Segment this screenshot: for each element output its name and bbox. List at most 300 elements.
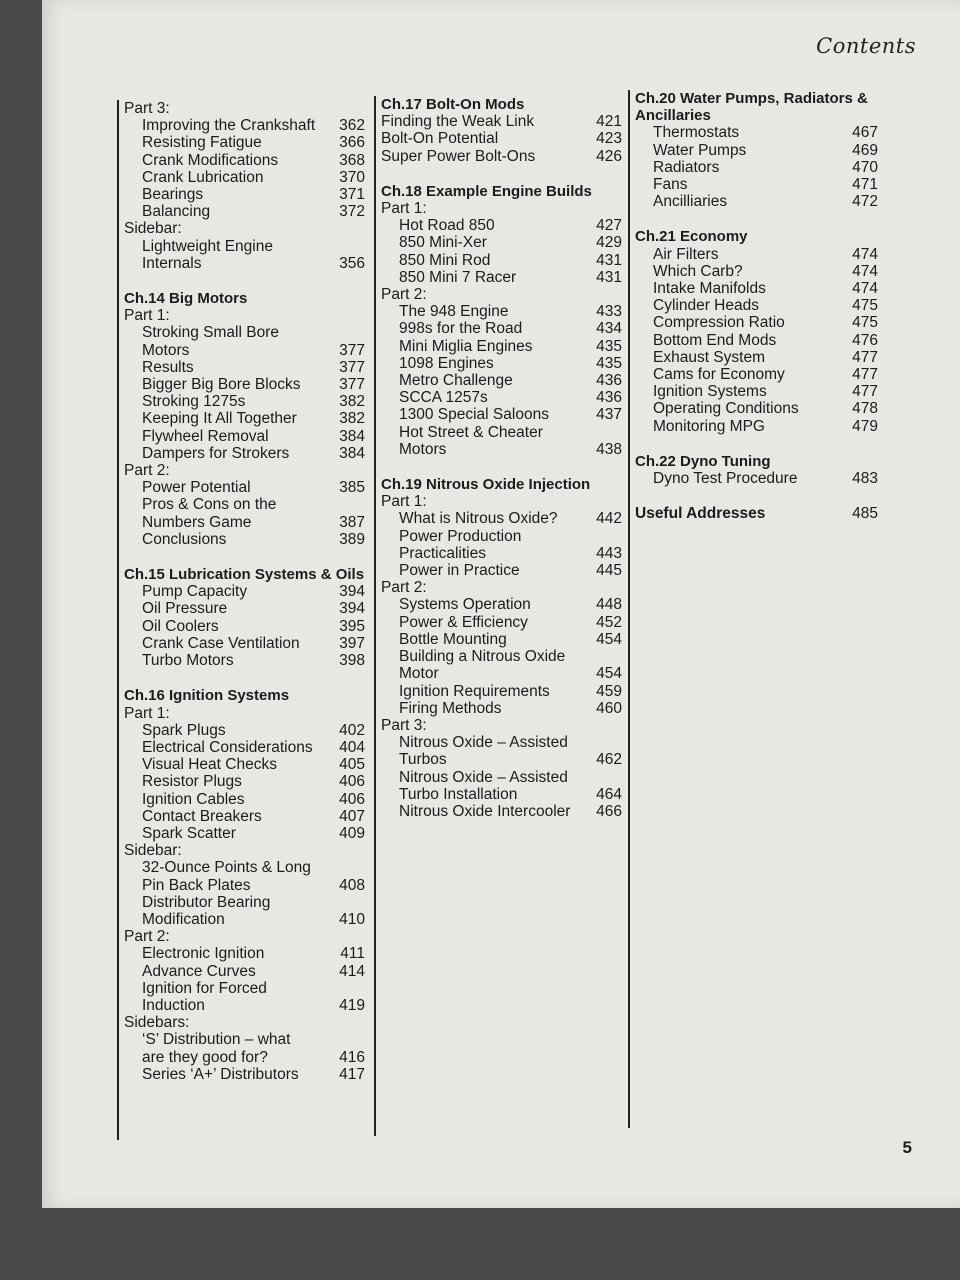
toc-entry	[381, 320, 622, 337]
toc-chapter	[124, 100, 365, 272]
entry-title: Ignition for Forced	[142, 979, 267, 997]
entry-title: Power Potential	[142, 479, 251, 497]
toc-entry	[124, 997, 365, 1014]
toc-column-3	[628, 90, 882, 1128]
toc-entry	[124, 514, 365, 531]
toc-chapter	[124, 290, 365, 548]
entry-title: Practicalities	[399, 544, 486, 562]
entry-page-number: 470	[852, 158, 878, 176]
entry-title: Power in Practice	[399, 562, 520, 580]
entry-title: Crank Case Ventilation	[142, 634, 300, 652]
toc-entry	[124, 652, 365, 669]
entry-title: Dyno Test Procedure	[653, 470, 798, 488]
entry-title: Contact Breakers	[142, 807, 262, 825]
toc-entry	[381, 441, 622, 458]
entry-page-number: 454	[596, 665, 622, 683]
entry-title: Nitrous Oxide Intercooler	[399, 802, 571, 820]
toc-entry	[124, 169, 365, 186]
entry-title: 32-Ounce Points & Long	[142, 859, 311, 877]
entry-page-number: 436	[596, 389, 622, 407]
entry-title: 850 Mini-Xer	[399, 234, 487, 252]
entry-page-number: 477	[852, 366, 878, 384]
entry-title: 998s for the Road	[399, 320, 523, 338]
toc-entry	[381, 130, 622, 147]
entry-title: 1098 Engines	[399, 354, 494, 372]
toc-entry	[635, 470, 878, 487]
entry-page-number: 382	[339, 410, 365, 428]
chapter-title: Ch.18 Example Engine Builds	[381, 182, 592, 200]
toc-entry	[381, 700, 622, 717]
toc-chapter	[124, 566, 365, 669]
entry-title: Operating Conditions	[653, 400, 799, 418]
toc-entry	[635, 263, 878, 280]
entry-title: Flywheel Removal	[142, 427, 269, 445]
entry-title: Bearings	[142, 186, 204, 204]
entry-title: Ignition Requirements	[399, 682, 550, 700]
toc-entry	[124, 945, 365, 962]
entry-page-number: 426	[596, 147, 622, 165]
toc-part-label	[124, 928, 365, 945]
toc-chapter	[381, 96, 622, 165]
toc-entry	[124, 911, 365, 928]
toc-entry	[635, 246, 878, 263]
toc-entry	[381, 665, 622, 682]
toc-entry	[124, 963, 365, 980]
entry-title: Advance Curves	[142, 962, 256, 980]
entry-title: Oil Pressure	[142, 600, 228, 618]
toc-entry	[381, 528, 622, 545]
toc-part-label	[124, 100, 365, 117]
entry-title: Crank Lubrication	[142, 168, 264, 186]
toc-entry	[124, 773, 365, 790]
entry-title: Part 2:	[124, 928, 170, 946]
entry-title: Fans	[653, 176, 688, 194]
chapter-title: Ch.17 Bolt-On Mods	[381, 96, 525, 113]
entry-title: Electronic Ignition	[142, 945, 265, 963]
toc-chapter	[381, 476, 622, 820]
entry-title: Nitrous Oxide – Assisted	[399, 768, 568, 786]
entry-title: Building a Nitrous Oxide	[399, 648, 566, 666]
toc-entry	[635, 418, 878, 435]
toc-part-label	[381, 717, 622, 734]
toc-entry	[381, 614, 622, 631]
toc-entry	[381, 596, 622, 613]
entry-page-number: 385	[339, 479, 365, 497]
toc-entry	[124, 877, 365, 894]
entry-page-number: 394	[339, 600, 365, 618]
chapter-title: Ch.22 Dyno Tuning	[635, 452, 771, 470]
toc-entry	[124, 739, 365, 756]
toc-entry	[124, 618, 365, 635]
entry-title: Ancilliaries	[653, 193, 728, 211]
toc-entry	[381, 803, 622, 820]
entry-page-number: 476	[852, 331, 878, 349]
toc-entry	[381, 545, 622, 562]
entry-title: Resisting Fatigue	[142, 134, 262, 152]
entry-title: Cams for Economy	[653, 366, 785, 384]
toc-part-label	[381, 286, 622, 303]
toc-entry	[124, 238, 365, 255]
toc-entry	[124, 445, 365, 462]
toc-entry	[381, 562, 622, 579]
entry-title: Keeping It All Together	[142, 410, 297, 428]
entry-page-number: 405	[339, 756, 365, 774]
entry-page-number: 410	[339, 910, 365, 928]
entry-title: Water Pumps	[653, 141, 747, 159]
entry-title: Part 3:	[124, 100, 170, 117]
toc-entry	[635, 280, 878, 297]
entry-page-number: 464	[596, 785, 622, 803]
entry-title: Pros & Cons on the	[142, 496, 277, 514]
toc-entry	[381, 786, 622, 803]
toc-entry	[124, 583, 365, 600]
entry-title: Systems Operation	[399, 596, 531, 614]
entry-title: What is Nitrous Oxide?	[399, 510, 558, 528]
entry-page-number: 377	[339, 376, 365, 394]
entry-title: Oil Coolers	[142, 617, 219, 635]
entry-title: Bottle Mounting	[399, 630, 507, 648]
toc-part-label	[124, 307, 365, 324]
toc-chapter	[635, 228, 878, 434]
entry-page-number: 421	[596, 113, 622, 131]
entry-page-number: 377	[339, 358, 365, 376]
toc-entry	[635, 349, 878, 366]
entry-title: Results	[142, 358, 194, 376]
toc-entry	[124, 635, 365, 652]
entry-page-number: 372	[339, 203, 365, 221]
toc-entry	[124, 376, 365, 393]
toc-entry	[124, 479, 365, 496]
entry-title: Turbos	[399, 751, 447, 769]
entry-page-number: 466	[596, 802, 622, 820]
toc-entry	[381, 510, 622, 527]
entry-title: Part 2:	[124, 462, 170, 480]
entry-page-number: 475	[852, 314, 878, 332]
toc-chapter	[635, 90, 878, 210]
entry-title: Pump Capacity	[142, 583, 248, 601]
entry-page-number: 371	[339, 186, 365, 204]
entry-title: ‘S’ Distribution – what	[142, 1031, 291, 1049]
toc-entry	[124, 410, 365, 427]
toc-entry	[124, 324, 365, 341]
entry-title: Pin Back Plates	[142, 876, 251, 894]
entry-page-number: 471	[852, 176, 878, 194]
toc-part-label	[381, 493, 622, 510]
entry-page-number: 479	[852, 417, 878, 435]
entry-page-number: 389	[339, 530, 365, 548]
toc-part-label	[124, 462, 365, 479]
entry-page-number: 409	[339, 824, 365, 842]
entry-title: SCCA 1257s	[399, 389, 488, 407]
entry-page-number: 387	[339, 513, 365, 531]
toc-part-label	[124, 842, 365, 859]
entry-page-number: 397	[339, 634, 365, 652]
toc-entry	[381, 648, 622, 665]
entry-page-number: 356	[339, 254, 365, 272]
toc-entry	[124, 600, 365, 617]
toc-column-1	[117, 100, 369, 1140]
toc-entry	[635, 124, 878, 141]
entry-title: Part 1:	[381, 200, 427, 218]
entry-title: Modification	[142, 910, 225, 928]
toc-entry	[381, 683, 622, 700]
entry-page-number: 474	[852, 280, 878, 298]
toc-entry	[381, 751, 622, 768]
entry-title: Part 1:	[124, 704, 170, 722]
entry-title: Distributor Bearing	[142, 893, 271, 911]
entry-page-number: 472	[852, 193, 878, 211]
entry-title: Resistor Plugs	[142, 773, 242, 791]
toc-entry	[635, 297, 878, 314]
chapter-title: Ch.19 Nitrous Oxide Injection	[381, 476, 591, 494]
toc-entry	[124, 980, 365, 997]
entry-title: Stroking Small Bore	[142, 324, 279, 342]
entry-title: Dampers for Strokers	[142, 444, 290, 462]
entry-page-number: 394	[339, 583, 365, 601]
entry-title: Finding the Weak Link	[381, 113, 535, 131]
entry-page-number: 442	[596, 510, 622, 528]
entry-title: 1300 Special Saloons	[399, 406, 549, 424]
entry-page-number: 404	[339, 738, 365, 756]
toc-entry	[124, 1049, 365, 1066]
entry-page-number: 368	[339, 151, 365, 169]
entry-page-number: 416	[339, 1048, 365, 1066]
toc-entry	[124, 1031, 365, 1048]
entry-page-number: 435	[596, 354, 622, 372]
toc-entry	[124, 393, 365, 410]
entry-title: Electrical Considerations	[142, 738, 313, 756]
entry-title: Hot Street & Cheater	[399, 423, 543, 441]
entry-title: Monitoring MPG	[653, 417, 765, 435]
entry-page-number: 478	[852, 400, 878, 418]
toc-entry	[381, 338, 622, 355]
entry-title: Firing Methods	[399, 699, 502, 717]
entry-title: Metro Challenge	[399, 372, 513, 390]
entry-title: Useful Addresses	[635, 505, 766, 523]
entry-title: Radiators	[653, 158, 720, 176]
page-number: 5	[902, 1138, 912, 1157]
entry-title: Thermostats	[653, 124, 740, 142]
chapter-title: Ch.20 Water Pumps, Radiators & Ancillaries	[635, 90, 868, 125]
entry-title: Bolt-On Potential	[381, 130, 499, 148]
entry-page-number: 395	[339, 617, 365, 635]
entry-page-number: 477	[852, 348, 878, 366]
entry-title: Turbo Installation	[399, 785, 518, 803]
entry-title: Mini Miglia Engines	[399, 337, 533, 355]
entry-title: Spark Plugs	[142, 721, 226, 739]
entry-page-number: 402	[339, 721, 365, 739]
entry-title: Motors	[399, 440, 447, 458]
toc-entry	[124, 894, 365, 911]
toc-entry	[124, 496, 365, 513]
entry-page-number: 423	[596, 130, 622, 148]
toc-entry	[124, 359, 365, 376]
chapter-title: Ch.16 Ignition Systems	[124, 687, 290, 705]
entry-title: Air Filters	[653, 245, 719, 263]
entry-page-number: 485	[852, 505, 878, 523]
entry-title: Which Carb?	[653, 262, 743, 280]
entry-title: Part 3:	[381, 716, 427, 734]
entry-title: Exhaust System	[653, 348, 765, 366]
entry-page-number: 384	[339, 427, 365, 445]
toc-entry	[381, 303, 622, 320]
toc-entry	[635, 366, 878, 383]
toc-part-label	[124, 705, 365, 722]
entry-title: 850 Mini Rod	[399, 251, 491, 269]
entry-page-number: 435	[596, 337, 622, 355]
toc-entry	[124, 255, 365, 272]
toc-entry	[124, 117, 365, 134]
entry-page-number: 382	[339, 393, 365, 411]
toc-entry	[124, 152, 365, 169]
entry-page-number: 459	[596, 682, 622, 700]
chapter-title: Ch.14 Big Motors	[124, 290, 248, 308]
toc-entry	[124, 186, 365, 203]
toc-entry	[381, 355, 622, 372]
entry-title: Turbo Motors	[142, 652, 234, 670]
toc-entry	[635, 142, 878, 159]
entry-title: Series ‘A+’ Distributors	[142, 1065, 299, 1083]
toc-entry	[381, 372, 622, 389]
entry-title: Super Power Bolt-Ons	[381, 147, 536, 165]
toc-chapter	[635, 453, 878, 487]
entry-page-number: 384	[339, 444, 365, 462]
entry-title: Sidebars:	[124, 1014, 190, 1032]
entry-page-number: 477	[852, 383, 878, 401]
toc-entry	[635, 332, 878, 349]
entry-title: Internals	[142, 254, 202, 272]
entry-title: Power Production	[399, 527, 522, 545]
entry-page-number: 462	[596, 751, 622, 769]
entry-page-number: 431	[596, 268, 622, 286]
entry-title: Induction	[142, 996, 205, 1014]
toc-entry	[381, 113, 622, 130]
toc-part-label	[124, 1014, 365, 1031]
entry-page-number: 436	[596, 372, 622, 390]
book-page	[42, 0, 960, 1208]
entry-title: Ignition Cables	[142, 790, 245, 808]
entry-page-number: 406	[339, 773, 365, 791]
entry-page-number: 452	[596, 613, 622, 631]
entry-title: Visual Heat Checks	[142, 756, 277, 774]
toc-chapter	[635, 505, 878, 522]
entry-title: Motor	[399, 665, 439, 683]
entry-page-number: 448	[596, 596, 622, 614]
entry-title: Cylinder Heads	[653, 297, 759, 315]
entry-title: Power & Efficiency	[399, 613, 528, 631]
toc-entry	[381, 148, 622, 165]
toc-part-label	[381, 200, 622, 217]
toc-part-label	[381, 579, 622, 596]
entry-page-number: 474	[852, 245, 878, 263]
toc-entry	[381, 424, 622, 441]
entry-title: Spark Scatter	[142, 824, 236, 842]
entry-title: Lightweight Engine	[142, 237, 273, 255]
entry-page-number: 406	[339, 790, 365, 808]
entry-page-number: 433	[596, 303, 622, 321]
toc-chapter	[381, 183, 622, 458]
toc-entry	[635, 176, 878, 193]
toc-entry	[635, 505, 878, 522]
toc-entry	[381, 252, 622, 269]
entry-page-number: 417	[339, 1065, 365, 1083]
toc-entry	[635, 193, 878, 210]
toc-entry	[124, 808, 365, 825]
entry-page-number: 431	[596, 251, 622, 269]
toc-entry	[124, 134, 365, 151]
entry-title: The 948 Engine	[399, 303, 509, 321]
entry-title: Part 2:	[381, 286, 427, 304]
entry-page-number: 438	[596, 440, 622, 458]
entry-page-number: 370	[339, 168, 365, 186]
entry-title: Motors	[142, 341, 190, 359]
entry-page-number: 377	[339, 341, 365, 359]
toc-chapter	[124, 687, 365, 1083]
entry-page-number: 414	[339, 962, 365, 980]
entry-title: Bottom End Mods	[653, 331, 777, 349]
entry-title: Crank Modifications	[142, 151, 279, 169]
toc-entry	[124, 428, 365, 445]
toc-entry	[381, 734, 622, 751]
entry-page-number: 408	[339, 876, 365, 894]
entry-title: 850 Mini 7 Racer	[399, 268, 517, 286]
entry-page-number: 411	[340, 945, 365, 963]
chapter-title: Ch.15 Lubrication Systems & Oils	[124, 566, 365, 584]
entry-page-number: 429	[596, 234, 622, 252]
entry-title: are they good for?	[142, 1048, 268, 1066]
toc-entry	[635, 383, 878, 400]
toc-entry	[124, 203, 365, 220]
toc-entry	[124, 1066, 365, 1083]
entry-title: Stroking 1275s	[142, 393, 246, 411]
toc-entry	[381, 406, 622, 423]
toc-entry	[381, 217, 622, 234]
toc-entry	[635, 159, 878, 176]
entry-page-number: 460	[596, 699, 622, 717]
page-header-title: Contents	[816, 34, 916, 58]
entry-page-number: 437	[596, 406, 622, 424]
entry-title: Hot Road 850	[399, 217, 495, 235]
entry-title: Part 1:	[124, 307, 170, 325]
toc-entry	[381, 631, 622, 648]
chapter-title: Ch.21 Economy	[635, 228, 748, 246]
entry-page-number: 419	[339, 996, 365, 1014]
entry-page-number: 469	[852, 141, 878, 159]
toc-entry	[381, 269, 622, 286]
entry-page-number: 474	[852, 262, 878, 280]
entry-page-number: 398	[339, 652, 365, 670]
toc-entry	[635, 314, 878, 331]
toc-entry	[124, 722, 365, 739]
toc-entry	[124, 791, 365, 808]
toc-entry	[381, 234, 622, 251]
toc-entry	[381, 389, 622, 406]
toc-entry	[124, 825, 365, 842]
toc-entry	[124, 342, 365, 359]
entry-title: Bigger Big Bore Blocks	[142, 376, 301, 394]
toc-entry	[635, 400, 878, 417]
toc-entry	[124, 859, 365, 876]
entry-title: Part 1:	[381, 493, 427, 511]
entry-title: Numbers Game	[142, 513, 252, 531]
entry-page-number: 454	[596, 630, 622, 648]
entry-title: Nitrous Oxide – Assisted	[399, 734, 568, 752]
entry-title: Balancing	[142, 203, 211, 221]
entry-title: Sidebar:	[124, 842, 182, 860]
entry-title: Improving the Crankshaft	[142, 117, 316, 135]
toc-entry	[124, 756, 365, 773]
entry-page-number: 366	[339, 134, 365, 152]
